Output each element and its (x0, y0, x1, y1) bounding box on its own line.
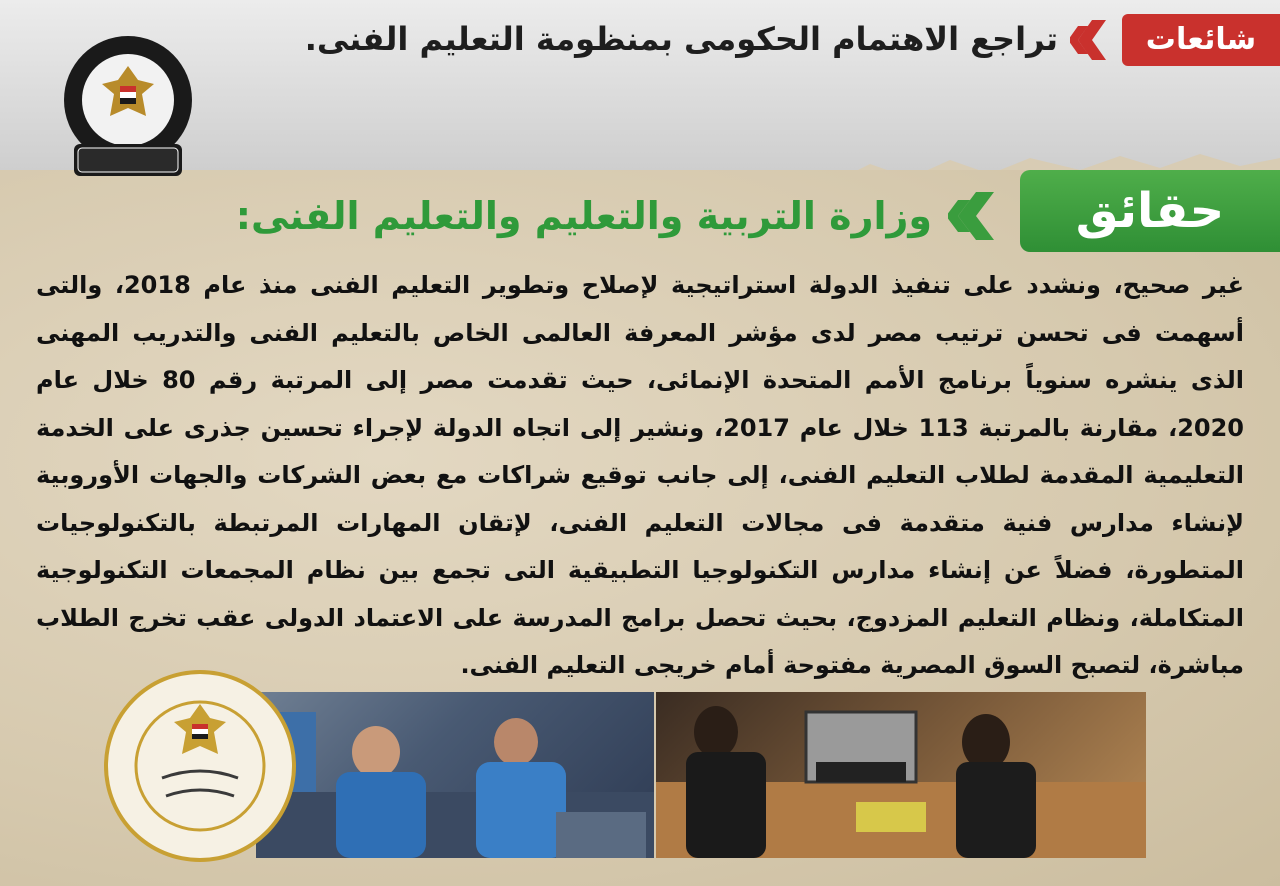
facts-label: حقائق (1020, 170, 1280, 252)
workshop-photo (256, 692, 1146, 858)
photo-students-electronics (656, 692, 1146, 858)
facts-body: غير صحيح، ونشدد على تنفيذ الدولة استراتيجية لإصلاح وتطوير التعليم الفنى منذ عام 2018، والتى أسهمت فى تحسن ترتيب مصر لدى مؤشر المعرفة العالمى الخاص بالتعليم الفنى والتدريب المهنى الذى ينشره سنوياً برنامج الأمم المتحدة الإنمائى، حيث تقدمت مصر إلى المرتبة رقم 80 خلال عام 2020، مقارنة بالمرتبة 113 خلال عام 2017، ونشير إلى اتجاه الدولة لإجراء تحسين جذرى على الخدمة التعليمية المقدمة لطلاب التعليم الفنى، إلى جانب توقيع شراكات مع بعض الشركات والجهات الأوروبية لإنشاء مدارس فنية متقدمة فى مجالات التعليم الفنى، لإتقان المهارات المرتبطة بالتكنولوجيات المتطورة، فضلاً عن إنشاء مدارس التكنولوجيا التطبيقية التى تجمع بين نظام المجمعات التكنولوجية المتكاملة، ونظام التعليم المزدوج، بحيث تحصل برامج المدرسة على الاعتماد الدولى عقب تخرج الطلاب مباشرة، لتصبح السوق المصرية مفتوحة أمام خريجى التعليم الفنى. (36, 271, 1244, 679)
rumor-label: شائعات (1122, 14, 1280, 66)
chevron-left-icon (948, 190, 1002, 242)
ministry-of-education-seal (102, 668, 298, 864)
chevron-left-icon (1070, 18, 1110, 62)
cabinet-media-center-seal (58, 32, 198, 182)
rumor-text: تراجع الاهتمام الحكومى بمنظومة التعليم الفنى. (304, 20, 1058, 58)
facts-title: وزارة التربية والتعليم والتعليم الفنى: (235, 194, 932, 238)
photo-students-blue-uniforms (256, 692, 656, 858)
